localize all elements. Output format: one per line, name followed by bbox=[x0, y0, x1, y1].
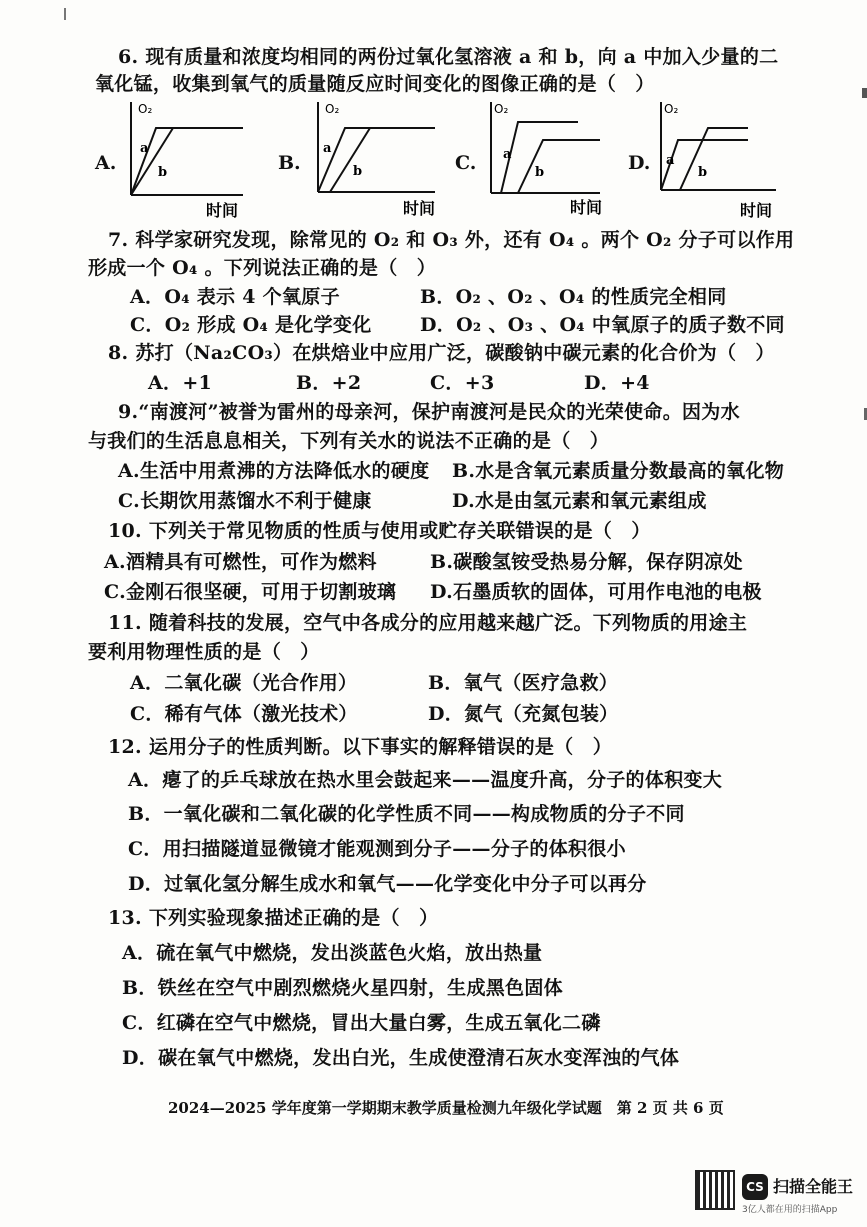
qr-code-icon bbox=[695, 1170, 735, 1210]
scanner-app-name: 扫描全能王 bbox=[773, 1177, 854, 1196]
x-axis-label: 时间 bbox=[740, 201, 773, 220]
x-axis-label: 时间 bbox=[570, 198, 603, 217]
q6-option-c-label: C. bbox=[455, 152, 477, 174]
scan-artifact bbox=[862, 88, 867, 98]
q9-option-a: A.生活中用煮沸的方法降低水的硬度 bbox=[118, 460, 430, 482]
series-label-a: a bbox=[503, 147, 512, 162]
q13-option-d: D．碳在氧气中燃烧，发出白光，生成使澄清石灰水变浑浊的气体 bbox=[122, 1047, 680, 1069]
q6-stem-line1: 6. 现有质量和浓度均相同的两份过氧化氢溶液 a 和 b，向 a 中加入少量的二 bbox=[118, 46, 779, 68]
q9-stem-line1: 9.“南渡河”被誉为雷州的母亲河，保护南渡河是民众的光荣使命。因为水 bbox=[118, 401, 740, 423]
q10-option-b: B.碳酸氢铵受热易分解，保存阴凉处 bbox=[430, 551, 743, 573]
q11-stem-line1: 11. 随着科技的发展，空气中各成分的应用越来越广泛。下列物质的用途主 bbox=[108, 612, 748, 634]
q12-option-a: A．瘪了的乒乓球放在热水里会鼓起来——温度升高，分子的体积变大 bbox=[128, 769, 723, 791]
series-line-b bbox=[680, 128, 748, 190]
q13-stem: 13. 下列实验现象描述正确的是（ ） bbox=[108, 907, 439, 929]
q6-option-a-label: A. bbox=[95, 152, 117, 174]
q12-stem: 12. 运用分子的性质判断。以下事实的解释错误的是（ ） bbox=[108, 736, 613, 758]
series-line-b bbox=[518, 140, 600, 193]
q7-stem-line2: 形成一个 O₄ 。下列说法正确的是（ ） bbox=[88, 257, 437, 279]
q9-stem-line2: 与我们的生活息息相关，下列有关水的说法不正确的是（ ） bbox=[88, 430, 610, 452]
q9-option-b: B.水是含氧元素质量分数最高的氧化物 bbox=[452, 460, 785, 482]
q12-option-b: B．一氧化碳和二氧化碳的化学性质不同——构成物质的分子不同 bbox=[128, 803, 685, 825]
q11-option-c: C．稀有气体（激光技术） bbox=[130, 703, 358, 725]
q6-graph-d bbox=[658, 100, 783, 224]
q8-option-b: B．+2 bbox=[296, 372, 362, 394]
q10-option-c: C.金刚石很坚硬，可用于切割玻璃 bbox=[104, 581, 397, 603]
q6-stem-line2: 氧化锰，收集到氧气的质量随反应时间变化的图像正确的是（ ） bbox=[95, 73, 655, 95]
q11-option-d: D．氮气（充氮包装） bbox=[428, 703, 619, 725]
q9-option-d: D.水是由氢元素和氧元素组成 bbox=[452, 490, 707, 512]
series-line-a bbox=[131, 128, 243, 195]
q8-option-a: A．+1 bbox=[148, 372, 213, 394]
q12-option-c: C．用扫描隧道显微镜才能观测到分子——分子的体积很小 bbox=[128, 838, 626, 860]
q7-option-d: D．O₂ 、O₃ 、O₄ 中氧原子的质子数不同 bbox=[420, 314, 785, 336]
q10-option-d: D.石墨质软的固体，可用作电池的电极 bbox=[430, 581, 762, 603]
camscanner-logo-icon: CS bbox=[742, 1174, 768, 1200]
series-line-b bbox=[330, 128, 370, 192]
q8-option-d: D．+4 bbox=[584, 372, 650, 394]
q6-option-d-label: D. bbox=[628, 152, 651, 174]
q13-option-c: C．红磷在空气中燃烧，冒出大量白雾，生成五氧化二磷 bbox=[122, 1012, 601, 1034]
y-axis-label: O₂ bbox=[138, 102, 153, 116]
q12-option-d: D．过氧化氢分解生成水和氧气——化学变化中分子可以再分 bbox=[128, 873, 647, 895]
page-footer: 2024—2025 学年度第一学期期末教学质量检测九年级化学试题 第 2 页 共 6 页 bbox=[168, 1099, 724, 1117]
q7-stem-line1: 7. 科学家研究发现，除常见的 O₂ 和 O₃ 外，还有 O₄ 。两个 O₂ 分子可以作用 bbox=[108, 229, 795, 251]
scanner-watermark bbox=[695, 1170, 855, 1215]
series-label-b: b bbox=[698, 165, 708, 180]
q6-graph-a bbox=[128, 100, 248, 224]
q7-option-c: C．O₂ 形成 O₄ 是化学变化 bbox=[130, 314, 372, 336]
series-label-a: a bbox=[666, 153, 675, 168]
q10-stem: 10. 下列关于常见物质的性质与使用或贮存关联错误的是（ ） bbox=[108, 520, 651, 542]
q6-graph-b bbox=[315, 100, 440, 224]
q11-option-a: A．二氧化碳（光合作用） bbox=[130, 672, 358, 694]
q10-option-a: A.酒精具有可燃性，可作为燃料 bbox=[104, 551, 377, 573]
q7-option-b: B．O₂ 、O₂ 、O₄ 的性质完全相同 bbox=[420, 286, 727, 308]
q7-option-a: A．O₄ 表示 4 个氧原子 bbox=[130, 286, 340, 308]
y-axis-label: O₂ bbox=[325, 102, 340, 116]
series-line-a bbox=[501, 122, 578, 193]
series-label-a: a bbox=[323, 141, 332, 156]
q6-option-b-label: B. bbox=[278, 152, 301, 174]
y-axis-label: O₂ bbox=[494, 102, 509, 116]
y-axis-label: O₂ bbox=[664, 102, 679, 116]
q11-stem-line2: 要利用物理性质的是（ ） bbox=[88, 641, 320, 663]
scan-artifact bbox=[64, 8, 66, 20]
series-label-b: b bbox=[158, 165, 168, 180]
x-axis-label: 时间 bbox=[206, 201, 239, 220]
scanner-tagline: 3亿人都在用的扫描App bbox=[742, 1205, 838, 1215]
q8-option-c: C．+3 bbox=[430, 372, 495, 394]
series-label-b: b bbox=[353, 164, 363, 179]
series-label-b: b bbox=[535, 165, 545, 180]
q6-graph-c bbox=[488, 100, 608, 224]
x-axis-label: 时间 bbox=[403, 199, 436, 218]
q8-stem: 8. 苏打（Na₂CO₃）在烘焙业中应用广泛，碳酸钠中碳元素的化合价为（ ） bbox=[108, 342, 775, 364]
series-label-a: a bbox=[140, 141, 149, 156]
q11-option-b: B．氧气（医疗急救） bbox=[428, 672, 619, 694]
q9-option-c: C.长期饮用蒸馏水不利于健康 bbox=[118, 490, 372, 512]
q13-option-a: A．硫在氧气中燃烧，发出淡蓝色火焰，放出热量 bbox=[122, 942, 543, 964]
q13-option-b: B．铁丝在空气中剧烈燃烧火星四射，生成黑色固体 bbox=[122, 977, 563, 999]
